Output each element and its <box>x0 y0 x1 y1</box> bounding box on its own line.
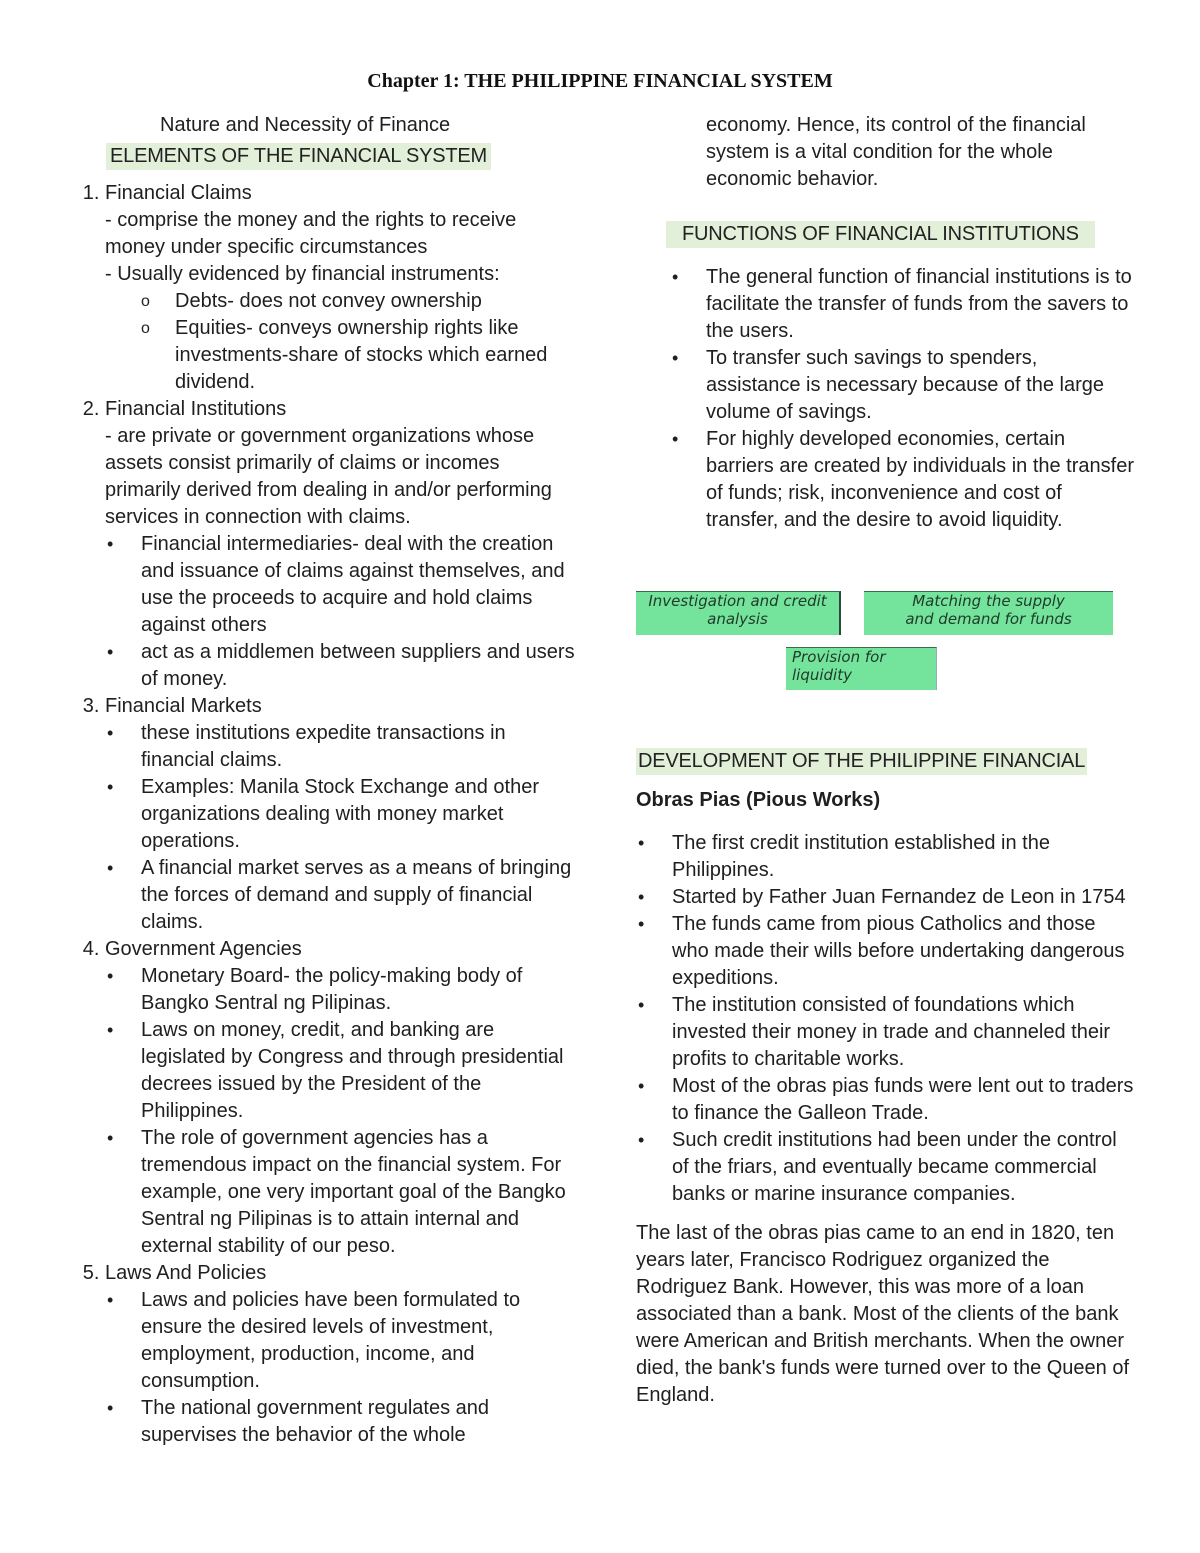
elements-heading: ELEMENTS OF THE FINANCIAL SYSTEM <box>106 143 491 170</box>
item-label: Financial Institutions <box>105 398 287 420</box>
bullet-item: • The general function of financial institutions is to facilitate the transfer of funds from the savers to the users. <box>706 264 1136 345</box>
item-description: - Usually evidenced by financial instruments: <box>105 263 500 285</box>
box-text: Investigation and credit <box>648 592 827 610</box>
functions-list <box>636 264 1136 534</box>
section-subtitle: Nature and Necessity of Finance <box>160 114 451 136</box>
bullet-item: • act as a middlemen between suppliers and users of money. <box>141 639 580 693</box>
function-box-matching <box>864 591 1113 635</box>
functions-heading: FUNCTIONS OF FINANCIAL INSTITUTIONS <box>666 221 1095 248</box>
bullet-item: • Laws and policies have been formulated to ensure the desired levels of investment, employment, production, income, and consumption. <box>141 1287 580 1395</box>
page-title: Chapter 1: THE PHILIPPINE FINANCIAL SYSTEM <box>367 70 833 92</box>
list-item <box>105 180 580 396</box>
bullet-item: • these institutions expedite transactions in financial claims. <box>141 720 580 774</box>
bullet-list <box>105 531 580 693</box>
bullet-item: • To transfer such savings to spenders, assistance is necessary because of the large volume of savings. <box>706 345 1136 426</box>
bullet-item: • The funds came from pious Catholics and those who made their wills before undertaking dangerous expeditions. <box>672 911 1136 992</box>
box-text: analysis <box>707 610 768 628</box>
bullet-item: • A financial market serves as a means of bringing the forces of demand and supply of financial claims. <box>141 855 580 936</box>
left-column <box>70 112 580 1449</box>
bullet-item: • Such credit institutions had been under the control of the friars, and eventually became commercial banks or marine insurance companies. <box>672 1127 1136 1208</box>
bullet-list <box>105 963 580 1260</box>
item-label: Laws And Policies <box>105 1262 267 1284</box>
development-heading: DEVELOPMENT OF THE PHILIPPINE FINANCIAL <box>636 748 1087 775</box>
bullet-item: • For highly developed economies, certain barriers are created by individuals in the transfer of funds; risk, inconvenience and cost of transfer, and the desire to avoid liquidity. <box>706 426 1136 534</box>
bullet-item: • The institution consisted of foundations which invested their money in trade and channeled their profits to charitable works. <box>672 992 1136 1073</box>
sub-list <box>105 288 580 396</box>
list-item <box>105 936 580 1260</box>
function-box-investigation <box>636 591 841 635</box>
bullet-list <box>105 1287 580 1449</box>
sub-item: o Debts- does not convey ownership <box>175 288 580 315</box>
item-label: Financial Markets <box>105 695 262 717</box>
development-section <box>636 748 1136 1409</box>
bullet-item: • Started by Father Juan Fernandez de Leon in 1754 <box>672 884 1136 911</box>
box-text: Provision for <box>792 648 886 666</box>
item-label: Financial Claims <box>105 182 252 204</box>
box-text: Matching the supply <box>912 592 1065 610</box>
item-label: Government Agencies <box>105 938 302 960</box>
sub-item: o Equities- conveys ownership rights like investments-share of stocks which earned dividend. <box>175 315 580 396</box>
bullet-item: • Examples: Manila Stock Exchange and other organizations dealing with money market operations. <box>141 774 580 855</box>
bullet-item: • The national government regulates and supervises the behavior of the whole <box>141 1395 580 1449</box>
closing-paragraph: The last of the obras pias came to an end in 1820, ten years later, Francisco Rodriguez organized the Rodriguez Bank. However, this was more of a loan associated than a bank. Most of the clients of the bank were American and British merchants. When the owner died, the bank's funds were turned over to the Queen of England. <box>636 1222 1130 1406</box>
bullet-item: • Financial intermediaries- deal with the creation and issuance of claims against themselves, and use the proceeds to acquire and hold claims against others <box>141 531 580 639</box>
obras-title: Obras Pias (Pious Works) <box>636 789 881 811</box>
bullet-item: • Laws on money, credit, and banking are legislated by Congress and through presidential decrees issued by the President of the Philippines. <box>141 1017 580 1125</box>
box-text: liquidity <box>792 666 852 684</box>
function-box-liquidity <box>786 647 937 690</box>
bullet-item: • Most of the obras pias funds were lent out to traders to finance the Galleon Trade. <box>672 1073 1136 1127</box>
obras-list <box>636 830 1136 1208</box>
bullet-list <box>105 720 580 936</box>
elements-list <box>70 180 580 1449</box>
item-description: - comprise the money and the rights to receive money under specific circumstances <box>105 209 517 258</box>
box-text: and demand for funds <box>905 610 1072 628</box>
list-item <box>105 1260 580 1449</box>
bullet-item: • The first credit institution established in the Philippines. <box>672 830 1136 884</box>
bullet-item: • Monetary Board- the policy-making body of Bangko Sentral ng Pilipinas. <box>141 963 580 1017</box>
right-column <box>636 112 1136 534</box>
list-item <box>105 693 580 936</box>
continuation-text: economy. Hence, its control of the financial system is a vital condition for the whole economic behavior. <box>706 114 1086 190</box>
item-description: - are private or government organizations whose assets consist primarily of claims or incomes primarily derived from dealing in and/or performing services in connection with claims. <box>105 425 552 528</box>
list-item <box>105 396 580 693</box>
bullet-item: • The role of government agencies has a tremendous impact on the financial system. For example, one very important goal of the Bangko Sentral ng Pilipinas is to attain internal and external stability of our peso. <box>141 1125 580 1260</box>
